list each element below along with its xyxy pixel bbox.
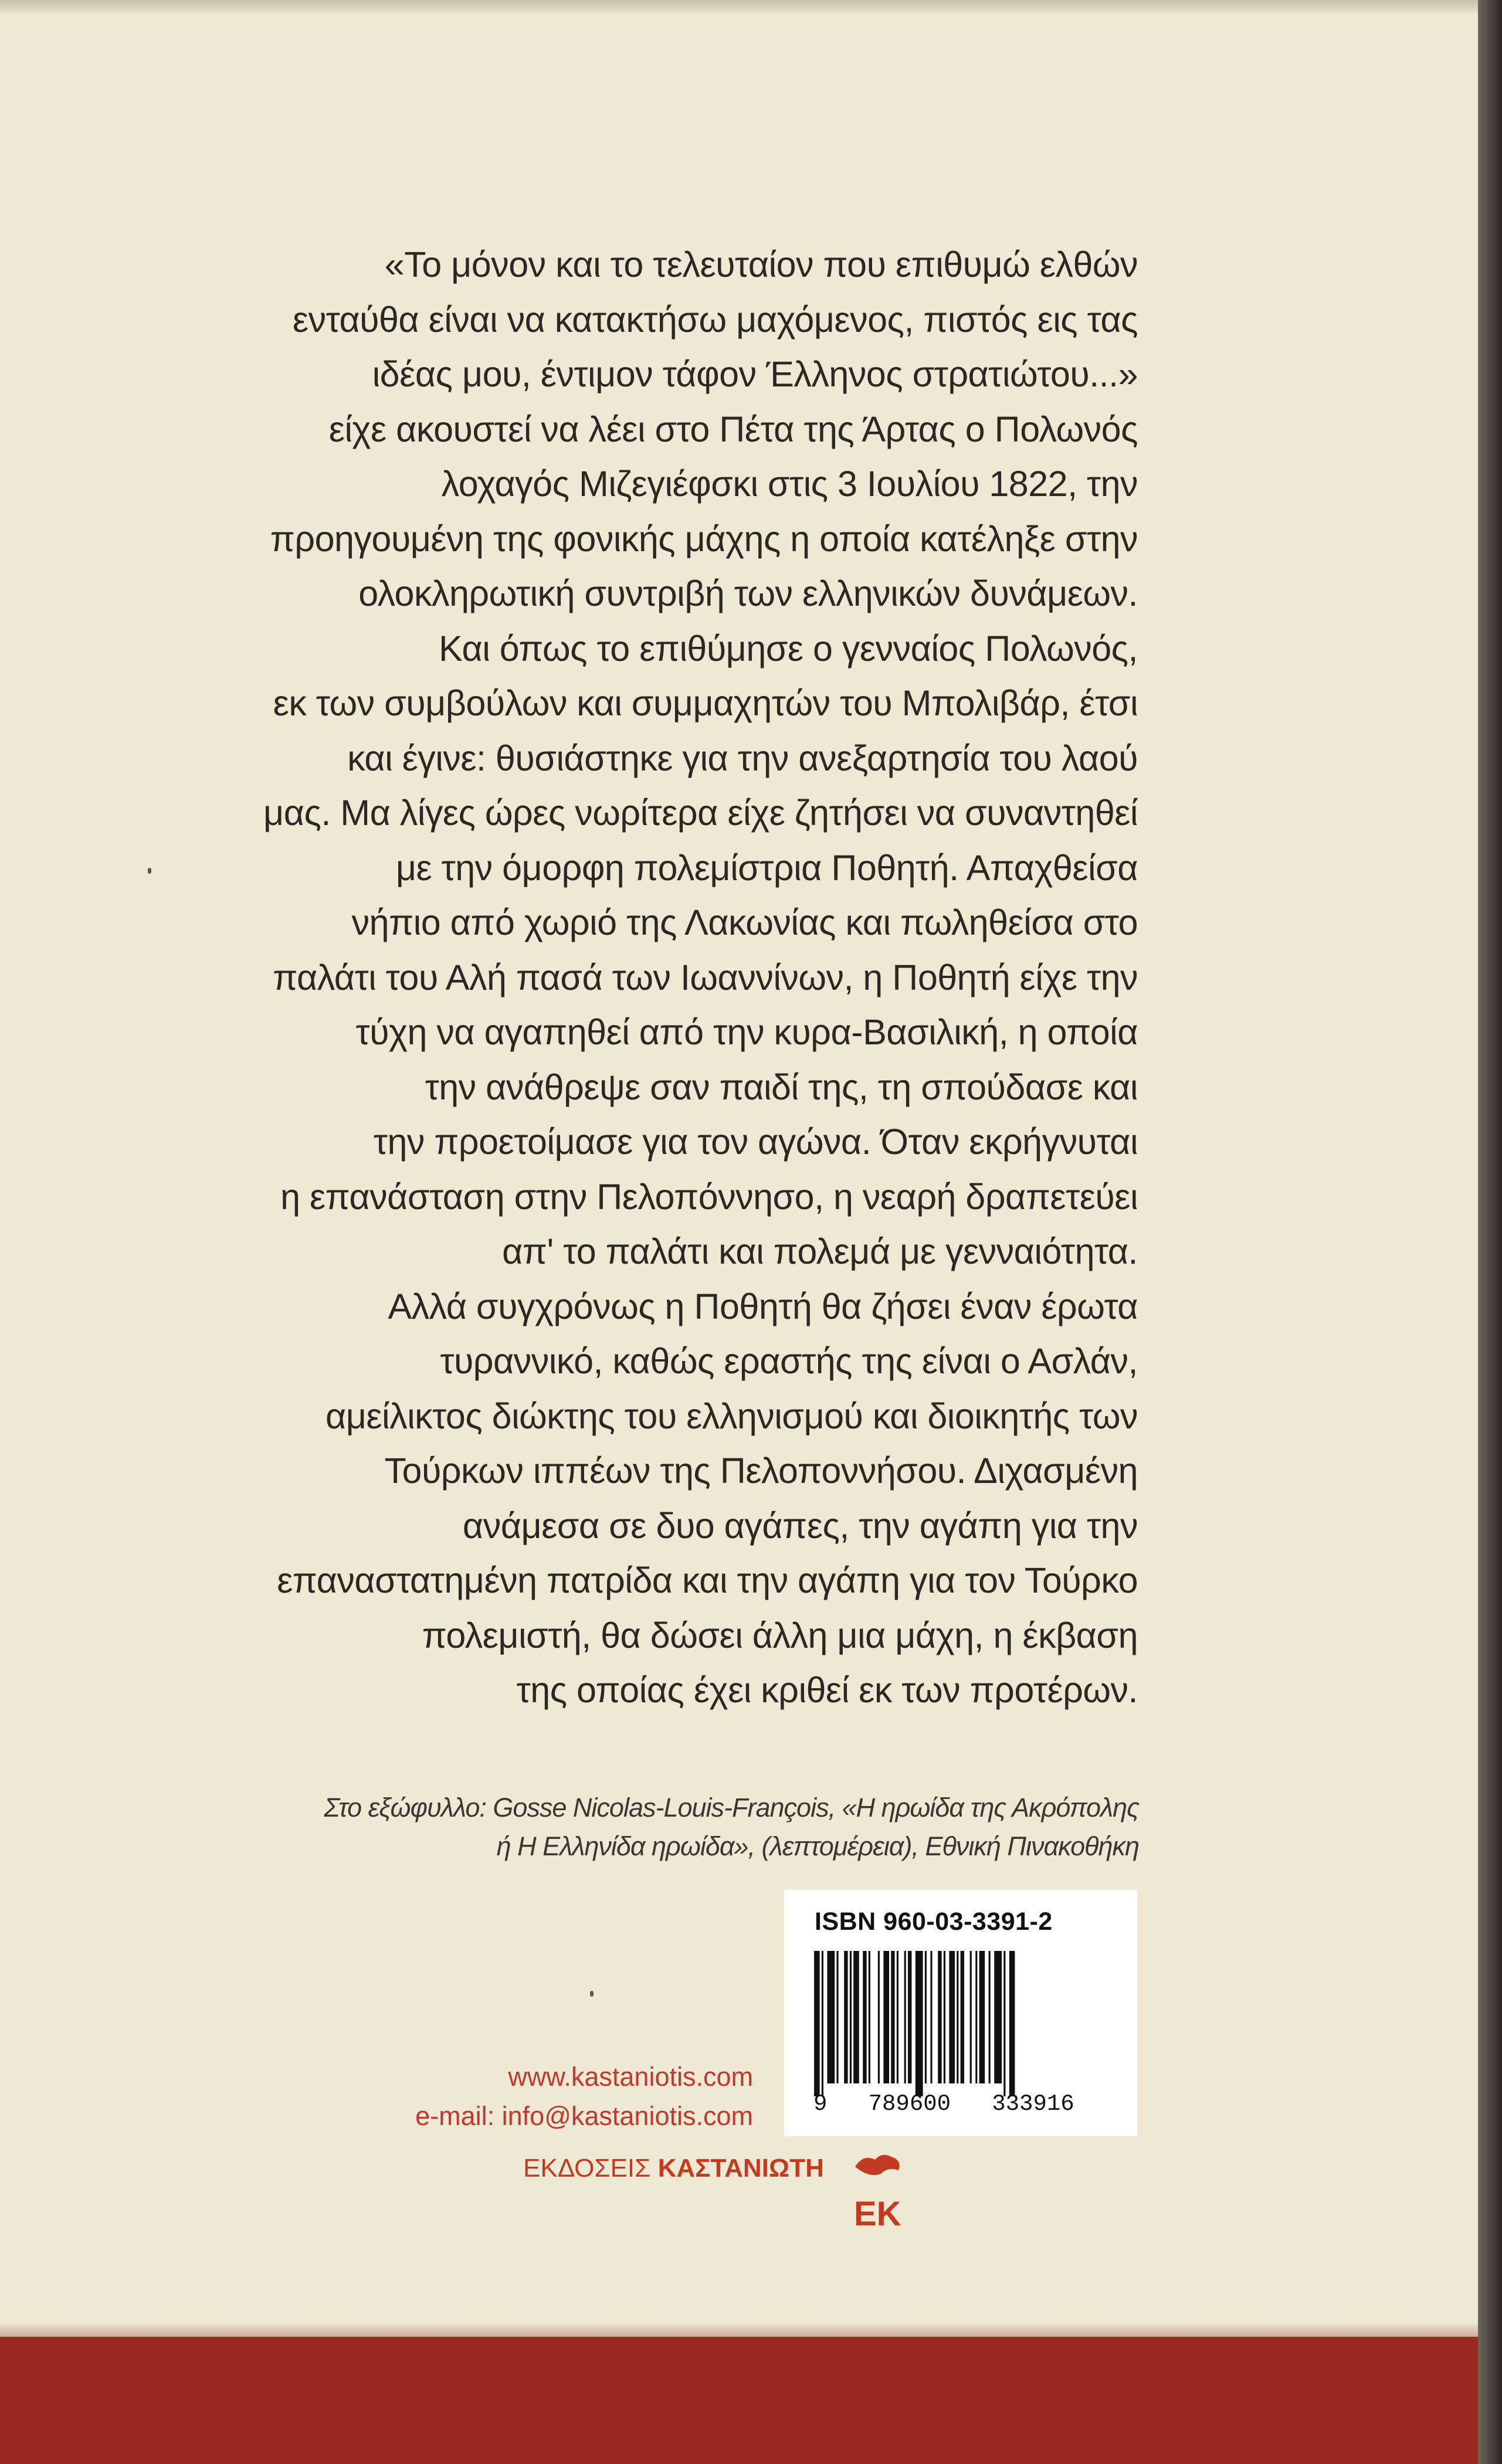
publisher-contact [352, 2057, 753, 2136]
website-link[interactable]: www.kastaniotis.com [508, 2062, 753, 2092]
blurb-line: αμείλικτος διώκτης του ελληνισμού και διοικητής των [325, 1396, 1138, 1436]
blurb-line: την ανάθρεψε σαν παιδί της, τη σπούδασε και [425, 1067, 1138, 1107]
barcode-bar [853, 1951, 859, 2083]
barcode-bar [930, 1951, 932, 2083]
barcode-bar [975, 1951, 977, 2083]
blurb-line: ολοκληρωτική συντριβή των ελληνικών δυνάμεων. [358, 573, 1138, 613]
barcode-bar [908, 1951, 911, 2083]
top-edge [0, 0, 1478, 15]
barcode-box [784, 1890, 1137, 2136]
barcode-bar [883, 1951, 889, 2083]
blurb-line: η επανάσταση στην Πελοπόννησο, η νεαρή δραπετεύει [280, 1176, 1138, 1217]
barcode-bar [989, 1951, 991, 2083]
blurb-line: νήπιο από χωριό της Λακωνίας και πωληθείσα στο [351, 902, 1138, 942]
bottom-red-band [0, 2337, 1478, 2464]
barcode-bar [994, 1951, 1002, 2083]
blurb-line: Και όπως το επιθύμησε ο γενναίος Πολωνός, [439, 628, 1138, 668]
barcode-bar [938, 1951, 941, 2083]
barcode-bar [1009, 1951, 1015, 2096]
blurb-line: Αλλά συγχρόνως η Ποθητή θα ζήσει έναν έρωτα [388, 1286, 1138, 1326]
barcode-bar [891, 1951, 894, 2083]
barcode-bar [878, 1951, 880, 2083]
publisher-name [523, 2154, 824, 2183]
blurb-line: την προετοίμασε για τον αγώνα. Όταν εκρήγνυται [373, 1122, 1138, 1162]
blurb-line: εκ των συμβούλων και συμμαχητών του Μπολιβάρ, έτσι [273, 683, 1138, 723]
barcode-bar [836, 1951, 838, 2083]
paper-speck [148, 868, 151, 874]
barcode-bar [869, 1951, 870, 2083]
spine-edge [1478, 0, 1502, 2464]
blurb-line: ανάμεσα σε δυο αγάπες, την αγάπη για την [462, 1505, 1138, 1546]
barcode-bar [957, 1951, 958, 2083]
blurb-line: είχε ακουστεί να λέει στο Πέτα της Άρτας ο Πολωνός [328, 409, 1138, 449]
barcode-bar [925, 1951, 927, 2083]
publisher-prefix: ΕΚΔΟΣΕΙΣ [523, 2154, 651, 2183]
band-edge [0, 2322, 1478, 2339]
blurb-text [152, 237, 1138, 1718]
blurb-line: τύχη να αγαπηθεί από την κυρα-Βασιλική, η οποία [355, 1012, 1138, 1052]
email-link[interactable]: e-mail: info@kastaniotis.com [415, 2101, 753, 2131]
blurb-line: επαναστατημένη πατρίδα και την αγάπη για τον Τούρκο [277, 1560, 1138, 1600]
blurb-line: απ' το παλάτι και πολεμά με γενναιότητα. [502, 1231, 1138, 1271]
barcode-digits: 9 789600 333916 [813, 2091, 1074, 2117]
blurb-line: της οποίας έχει κριθεί εκ των προτέρων. [516, 1670, 1138, 1710]
caption-line: ή Η Ελληνίδα ηρωίδα», (λεπτομέρεια), Εθνική Πινακοθήκη [496, 1831, 1139, 1861]
barcode-bar [944, 1951, 945, 2083]
barcode-bar [970, 1951, 972, 2083]
blurb-line: ιδέας μου, έντιμον τάφον Έλληνος στρατιώτου...» [372, 354, 1138, 394]
barcode-bar [850, 1951, 852, 2083]
blurb-line: λοχαγός Μιζεγιέφσκι στις 3 Ιουλίου 1822, την [441, 464, 1138, 504]
isbn-label: ISBN 960-03-3391-2 [815, 1908, 1053, 1936]
paper-speck [590, 1991, 594, 1997]
cover-caption [194, 1788, 1139, 1866]
barcode-bar [904, 1951, 906, 2083]
barcode-bar [1003, 1951, 1005, 2096]
publisher-logo-letters: ΕΚ [854, 2195, 901, 2233]
blurb-line: ενταύθα είναι να κατακτήσω μαχόμενος, πιστός εις τας [292, 299, 1138, 340]
barcode-bar [844, 1951, 847, 2083]
barcode-bar [916, 1951, 923, 2096]
blurb-line: τυραννικό, καθώς εραστής της είναι ο Ασλάν, [440, 1341, 1138, 1381]
blurb-line: πολεμιστή, θα δώσει άλλη μια μάχη, η έκβαση [422, 1615, 1138, 1655]
publisher-brand: ΚΑΣΤΑΝΙΩΤΗ [657, 2154, 824, 2183]
barcode-bar [897, 1951, 899, 2083]
blurb-line: με την όμορφη πολεμίστρια Ποθητή. Απαχθείσα [395, 847, 1138, 888]
blurb-line: Τούρκων ιππέων της Πελοποννήσου. Διχασμένη [384, 1451, 1138, 1491]
barcode-icon [811, 1951, 1104, 2096]
barcode-bar [863, 1951, 866, 2083]
barcode-bar [827, 1951, 835, 2083]
blurb-line: προηγουμένη της φονικής μάχης η οποία κατέληξε στην [270, 518, 1138, 559]
blurb-line: και έγινε: θυσιάστηκε για την ανεξαρτησία του λαού [347, 738, 1138, 778]
barcode-bar [949, 1951, 955, 2083]
barcode-bar [814, 1951, 820, 2096]
blurb-line: μας. Μα λίγες ώρες νωρίτερα είχε ζητήσει να συναντηθεί [263, 793, 1138, 833]
publisher-logo-icon [852, 2149, 904, 2243]
caption-line: Στο εξώφυλλο: Gosse Nicolas-Louis-François, «Η ηρωίδα της Ακρόπολης [324, 1793, 1139, 1822]
blurb-line: παλάτι του Αλή πασά των Ιωαννίνων, η Ποθητή είχε την [273, 957, 1138, 997]
blurb-line: «Το μόνον και το τελευταίον που επιθυμώ ελθών [384, 245, 1138, 284]
barcode-bar [822, 1951, 823, 2096]
barcode-bar [961, 1951, 964, 2083]
barcode-bar [979, 1951, 985, 2083]
